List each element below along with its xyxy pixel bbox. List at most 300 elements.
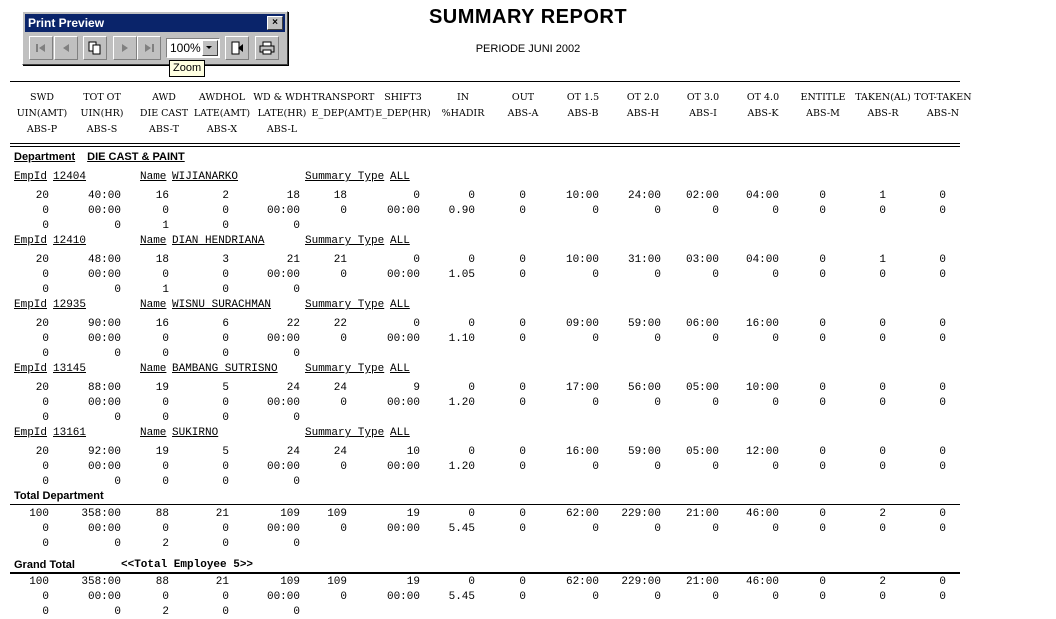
value-cell: 0 [468,446,475,458]
last-page-icon [143,42,155,54]
value-cell: 1 [879,190,886,202]
value-cell: 0 [592,269,599,281]
value-cell: 0 [939,205,946,217]
summary-type-value: ALL [390,427,410,439]
value-cell: 00:00 [266,269,300,281]
employee-name: BAMBANG SUTRISNO [172,363,278,375]
value-cell: 0 [939,523,946,535]
previous-page-icon [60,42,72,54]
value-cell: 0 [712,205,719,217]
value-cell: 0 [222,397,229,409]
value-cell: 0 [519,461,526,473]
value-cell: 46:00 [745,508,779,520]
value-cell: 1.20 [448,397,475,409]
column-header [81,90,124,138]
value-cell: 0 [114,606,121,618]
value-cell: 20 [35,446,49,458]
empid-label: EmpId [14,427,48,439]
value-cell: 0 [162,348,169,360]
value-cell: 0 [879,205,886,217]
column-header-line [312,122,375,138]
value-cell: 0 [592,591,599,603]
value-cell: 0 [42,412,49,424]
value-cell: 18 [333,190,347,202]
column-header-line: AWDHOL [198,92,246,103]
multiple-pages-icon [88,41,102,55]
value-cell: 358:00 [81,576,121,588]
column-header [17,90,67,138]
value-cell: 16:00 [745,318,779,330]
name-label: Name [140,427,167,439]
print-button[interactable] [255,36,279,60]
summary-type-value: ALL [390,363,410,375]
column-header-line [687,122,719,138]
value-cell: 0 [939,446,946,458]
value-cell: 2 [162,538,169,550]
value-cell: 04:00 [745,190,779,202]
column-header-line: TAKEN(AL) [855,92,911,103]
value-cell: 10:00 [745,382,779,394]
value-cell: 24:00 [627,190,661,202]
value-cell: 0 [468,318,475,330]
value-cell: 0 [293,220,300,232]
report-title: SUMMARY REPORT [428,6,628,28]
value-cell: 56:00 [627,382,661,394]
zoom-select[interactable] [166,38,220,58]
value-cell: 02:00 [685,190,719,202]
value-cell: 0 [772,269,779,281]
value-cell: 0 [114,348,121,360]
value-cell: 21 [215,508,229,520]
empid-label: EmpId [14,235,48,247]
column-header [687,90,719,138]
column-header-line: DIE CAST [139,108,189,119]
empid-value: 13145 [53,363,87,375]
value-cell: 109 [327,576,347,588]
total-employee-note: <<Total Employee 5>> [121,559,254,571]
value-cell: 1.05 [448,269,475,281]
value-cell: 0 [42,397,49,409]
value-cell: 0 [939,461,946,473]
value-cell: 04:00 [745,254,779,266]
value-cell: 18 [286,190,300,202]
value-cell: 00:00 [87,591,121,603]
value-cell: 9 [413,382,420,394]
value-cell: 06:00 [685,318,719,330]
value-cell: 0 [519,523,526,535]
value-cell: 0 [519,508,526,520]
column-header [855,90,911,138]
column-header-line: SHIFT3 [384,92,422,103]
value-cell: 0 [340,397,347,409]
summary-type-value: ALL [390,171,410,183]
value-cell: 1 [879,254,886,266]
value-cell: 0 [879,382,886,394]
value-cell: 24 [286,446,300,458]
value-cell: 21:00 [685,508,719,520]
value-cell: 0 [222,269,229,281]
value-cell: 0 [114,538,121,550]
value-cell: 09:00 [565,318,599,330]
value-cell: 59:00 [627,446,661,458]
value-cell: 2 [162,606,169,618]
value-cell: 00:00 [386,591,420,603]
printer-icon [259,41,275,55]
value-cell: 0 [519,205,526,217]
value-cell: 12:00 [745,446,779,458]
value-cell: 00:00 [87,397,121,409]
value-cell: 0 [819,461,826,473]
column-header-line: ABS-B [567,108,599,119]
value-cell: 0 [222,205,229,217]
value-cell: 0 [654,205,661,217]
value-cell: 18 [155,254,169,266]
column-header-line: OT 4.0 [746,92,780,103]
column-header [375,90,430,138]
column-header [508,90,539,138]
value-cell: 0 [519,269,526,281]
column-header-line: AWD [152,92,176,103]
value-cell: 2 [879,576,886,588]
column-header-line: ABS-N [926,108,960,119]
value-cell: 00:00 [386,269,420,281]
value-cell: 00:00 [386,523,420,535]
value-cell: 109 [280,508,300,520]
value-cell: 0 [162,269,169,281]
value-cell: 0 [222,591,229,603]
value-cell: 10:00 [565,254,599,266]
summary-type-label: Summary Type [305,427,385,439]
value-cell: 21:00 [685,576,719,588]
column-header-line: ABS-L [266,124,298,135]
value-cell: 0 [162,397,169,409]
value-cell: 0 [162,461,169,473]
chevron-down-icon [203,41,215,53]
column-header-line: E_DEP(AMT) [311,108,375,119]
value-cell: 100 [29,576,49,588]
value-cell: 0 [939,190,946,202]
value-cell: 92:00 [87,446,121,458]
empid-label: EmpId [14,299,48,311]
next-page-button[interactable] [113,36,137,60]
value-cell: 0 [879,523,886,535]
column-header-line: ABS-R [867,108,899,119]
value-cell: 19 [155,382,169,394]
value-cell: 0 [712,461,719,473]
grand-total-rule [10,572,960,574]
value-cell: 0 [42,461,49,473]
value-cell: 0 [939,382,946,394]
value-cell: 16:00 [565,446,599,458]
value-cell: 00:00 [87,205,121,217]
value-cell: 0 [654,523,661,535]
department-name: DIE CAST & PAINT [87,151,185,163]
value-cell: 0 [654,269,661,281]
value-cell: 358:00 [81,508,121,520]
column-header-line [627,122,659,138]
zoom-value: 100% [170,41,201,55]
window-title-bar[interactable] [25,14,285,32]
value-cell: 00:00 [266,591,300,603]
last-page-button[interactable] [137,36,161,60]
value-cell: 0 [222,412,229,424]
value-cell: 16 [155,190,169,202]
exit-door-icon [230,41,244,55]
value-cell: 0 [114,476,121,488]
column-header-line [375,122,430,138]
column-header-line [747,122,779,138]
column-header [567,90,599,138]
value-cell: 0 [162,412,169,424]
value-cell: 10 [406,446,420,458]
value-cell: 0 [592,397,599,409]
value-cell: 0 [819,591,826,603]
value-cell: 0 [222,348,229,360]
value-cell: 229:00 [621,576,661,588]
value-cell: 0 [162,523,169,535]
value-cell: 22 [286,318,300,330]
value-cell: 6 [222,318,229,330]
header-rule-bottom-2 [10,146,960,147]
column-header-line: WD & WDH [253,92,311,103]
value-cell: 2 [222,190,229,202]
value-cell: 0 [42,333,49,345]
value-cell: 0 [879,269,886,281]
value-cell: 90:00 [87,318,121,330]
value-cell: 0 [819,397,826,409]
column-header-line: OT 1.5 [566,92,600,103]
value-cell: 00:00 [266,461,300,473]
first-page-icon [35,42,47,54]
column-header-line: TRANSPORT [311,92,375,103]
value-cell: 0 [654,461,661,473]
value-cell: 00:00 [386,461,420,473]
value-cell: 0 [879,397,886,409]
value-cell: 48:00 [87,254,121,266]
value-cell: 0 [42,476,49,488]
value-cell: 0 [712,333,719,345]
header-rule-bottom-1 [10,143,960,144]
value-cell: 0 [413,190,420,202]
employee-name: DIAN HENDRIANA [172,235,265,247]
column-header-line: ABS-P [26,124,58,135]
value-cell: 0 [819,508,826,520]
column-header [194,90,250,138]
value-cell: 0 [592,523,599,535]
value-cell: 0 [939,333,946,345]
column-header-line: ABS-A [507,108,539,119]
value-cell: 0 [592,205,599,217]
value-cell: 0 [772,591,779,603]
value-cell: 0 [468,254,475,266]
value-cell: 21 [333,254,347,266]
value-cell: 0 [519,318,526,330]
value-cell: 10:00 [565,190,599,202]
value-cell: 0 [819,523,826,535]
value-cell: 0 [222,284,229,296]
value-cell: 0 [879,446,886,458]
value-cell: 0 [293,412,300,424]
value-cell: 0 [293,476,300,488]
column-header-line: TOT OT [83,92,121,103]
value-cell: 17:00 [565,382,599,394]
column-header [140,90,188,138]
value-cell: 0 [222,220,229,232]
value-cell: 0 [340,205,347,217]
column-header-line: LATE(HR) [257,108,307,119]
column-header-line [442,122,485,138]
value-cell: 0 [879,461,886,473]
value-cell: 0 [519,576,526,588]
value-cell: 0 [42,591,49,603]
value-cell: 0 [162,591,169,603]
value-cell: 0 [519,397,526,409]
employee-name: SUKIRNO [172,427,219,439]
summary-type-value: ALL [390,299,410,311]
summary-type-label: Summary Type [305,363,385,375]
exit-button[interactable] [225,36,249,60]
value-cell: 2 [879,508,886,520]
value-cell: 05:00 [685,446,719,458]
value-cell: 109 [280,576,300,588]
value-cell: 00:00 [386,397,420,409]
value-cell: 0 [519,333,526,345]
employee-name: WISNU SURACHMAN [172,299,272,311]
print-preview-window[interactable] [22,11,288,65]
next-page-icon [119,42,131,54]
header-rule-top [10,81,960,82]
value-cell: 0 [162,333,169,345]
value-cell: 0 [712,591,719,603]
value-cell: 00:00 [266,523,300,535]
value-cell: 0 [592,333,599,345]
total-department-label: Total Department [14,490,104,502]
value-cell: 0 [468,576,475,588]
value-cell: 109 [327,508,347,520]
value-cell: 0 [42,220,49,232]
value-cell: 100 [29,508,49,520]
value-cell: 62:00 [565,576,599,588]
column-header-line: %HADIR [441,108,485,119]
value-cell: 0 [162,205,169,217]
previous-page-button[interactable] [54,36,78,60]
value-cell: 0 [468,508,475,520]
value-cell: 40:00 [87,190,121,202]
column-header-line: LATE(AMT) [193,108,251,119]
value-cell: 0 [939,269,946,281]
empid-value: 12935 [53,299,87,311]
value-cell: 0 [42,269,49,281]
empid-value: 12410 [53,235,87,247]
value-cell: 0 [222,523,229,535]
column-header-line: ABS-M [806,108,840,119]
multiple-pages-button[interactable] [83,36,107,60]
column-header-line: OT 3.0 [686,92,720,103]
value-cell: 0 [519,591,526,603]
value-cell: 20 [35,382,49,394]
value-cell: 0 [293,538,300,550]
column-header-line: IN [456,92,470,103]
name-label: Name [140,363,167,375]
value-cell: 0 [772,333,779,345]
value-cell: 0 [939,254,946,266]
value-cell: 1.10 [448,333,475,345]
value-cell: 5 [222,446,229,458]
value-cell: 0 [654,591,661,603]
value-cell: 0 [819,333,826,345]
column-header [627,90,659,138]
value-cell: 19 [406,576,420,588]
value-cell: 19 [406,508,420,520]
empid-value: 13161 [53,427,87,439]
column-header [914,90,971,138]
close-button[interactable]: × [267,16,283,30]
value-cell: 229:00 [621,508,661,520]
value-cell: 0 [819,269,826,281]
total-department-rule [10,504,960,505]
column-header [253,90,311,138]
value-cell: 00:00 [266,397,300,409]
value-cell: 0 [42,284,49,296]
column-header [747,90,779,138]
value-cell: 3 [222,254,229,266]
value-cell: 00:00 [266,333,300,345]
column-header-line [855,122,911,138]
value-cell: 0 [340,591,347,603]
value-cell: 22 [333,318,347,330]
value-cell: 16 [155,318,169,330]
value-cell: 0 [42,348,49,360]
zoom-tooltip: Zoom [169,60,205,77]
first-page-button[interactable] [29,36,53,60]
value-cell: 0 [819,205,826,217]
value-cell: 0 [712,523,719,535]
summary-type-label: Summary Type [305,299,385,311]
department-header [14,151,185,163]
value-cell: 1.20 [448,461,475,473]
value-cell: 00:00 [87,461,121,473]
column-header-line: ABS-T [149,124,179,135]
value-cell: 05:00 [685,382,719,394]
empid-label: EmpId [14,171,48,183]
column-header-line: SWD [30,92,54,103]
column-header-line: ABS-K [747,108,779,119]
column-header-line [914,122,971,138]
value-cell: 46:00 [745,576,779,588]
zoom-dropdown-button[interactable] [202,40,218,56]
value-cell: 0 [340,333,347,345]
department-label: Department [14,151,76,163]
value-cell: 0 [222,538,229,550]
value-cell: 0 [772,205,779,217]
value-cell: 0 [519,446,526,458]
value-cell: 00:00 [87,269,121,281]
value-cell: 0 [879,333,886,345]
value-cell: 0 [413,318,420,330]
value-cell: 0 [654,397,661,409]
value-cell: 1 [162,220,169,232]
column-header-line: OUT [511,92,535,103]
name-label: Name [140,171,167,183]
report-period: PERIODE JUNI 2002 [475,43,581,55]
value-cell: 0 [939,591,946,603]
value-cell: 0 [42,538,49,550]
value-cell: 0 [340,523,347,535]
value-cell: 5.45 [448,591,475,603]
value-cell: 0 [222,606,229,618]
value-cell: 24 [286,382,300,394]
value-cell: 0 [222,333,229,345]
